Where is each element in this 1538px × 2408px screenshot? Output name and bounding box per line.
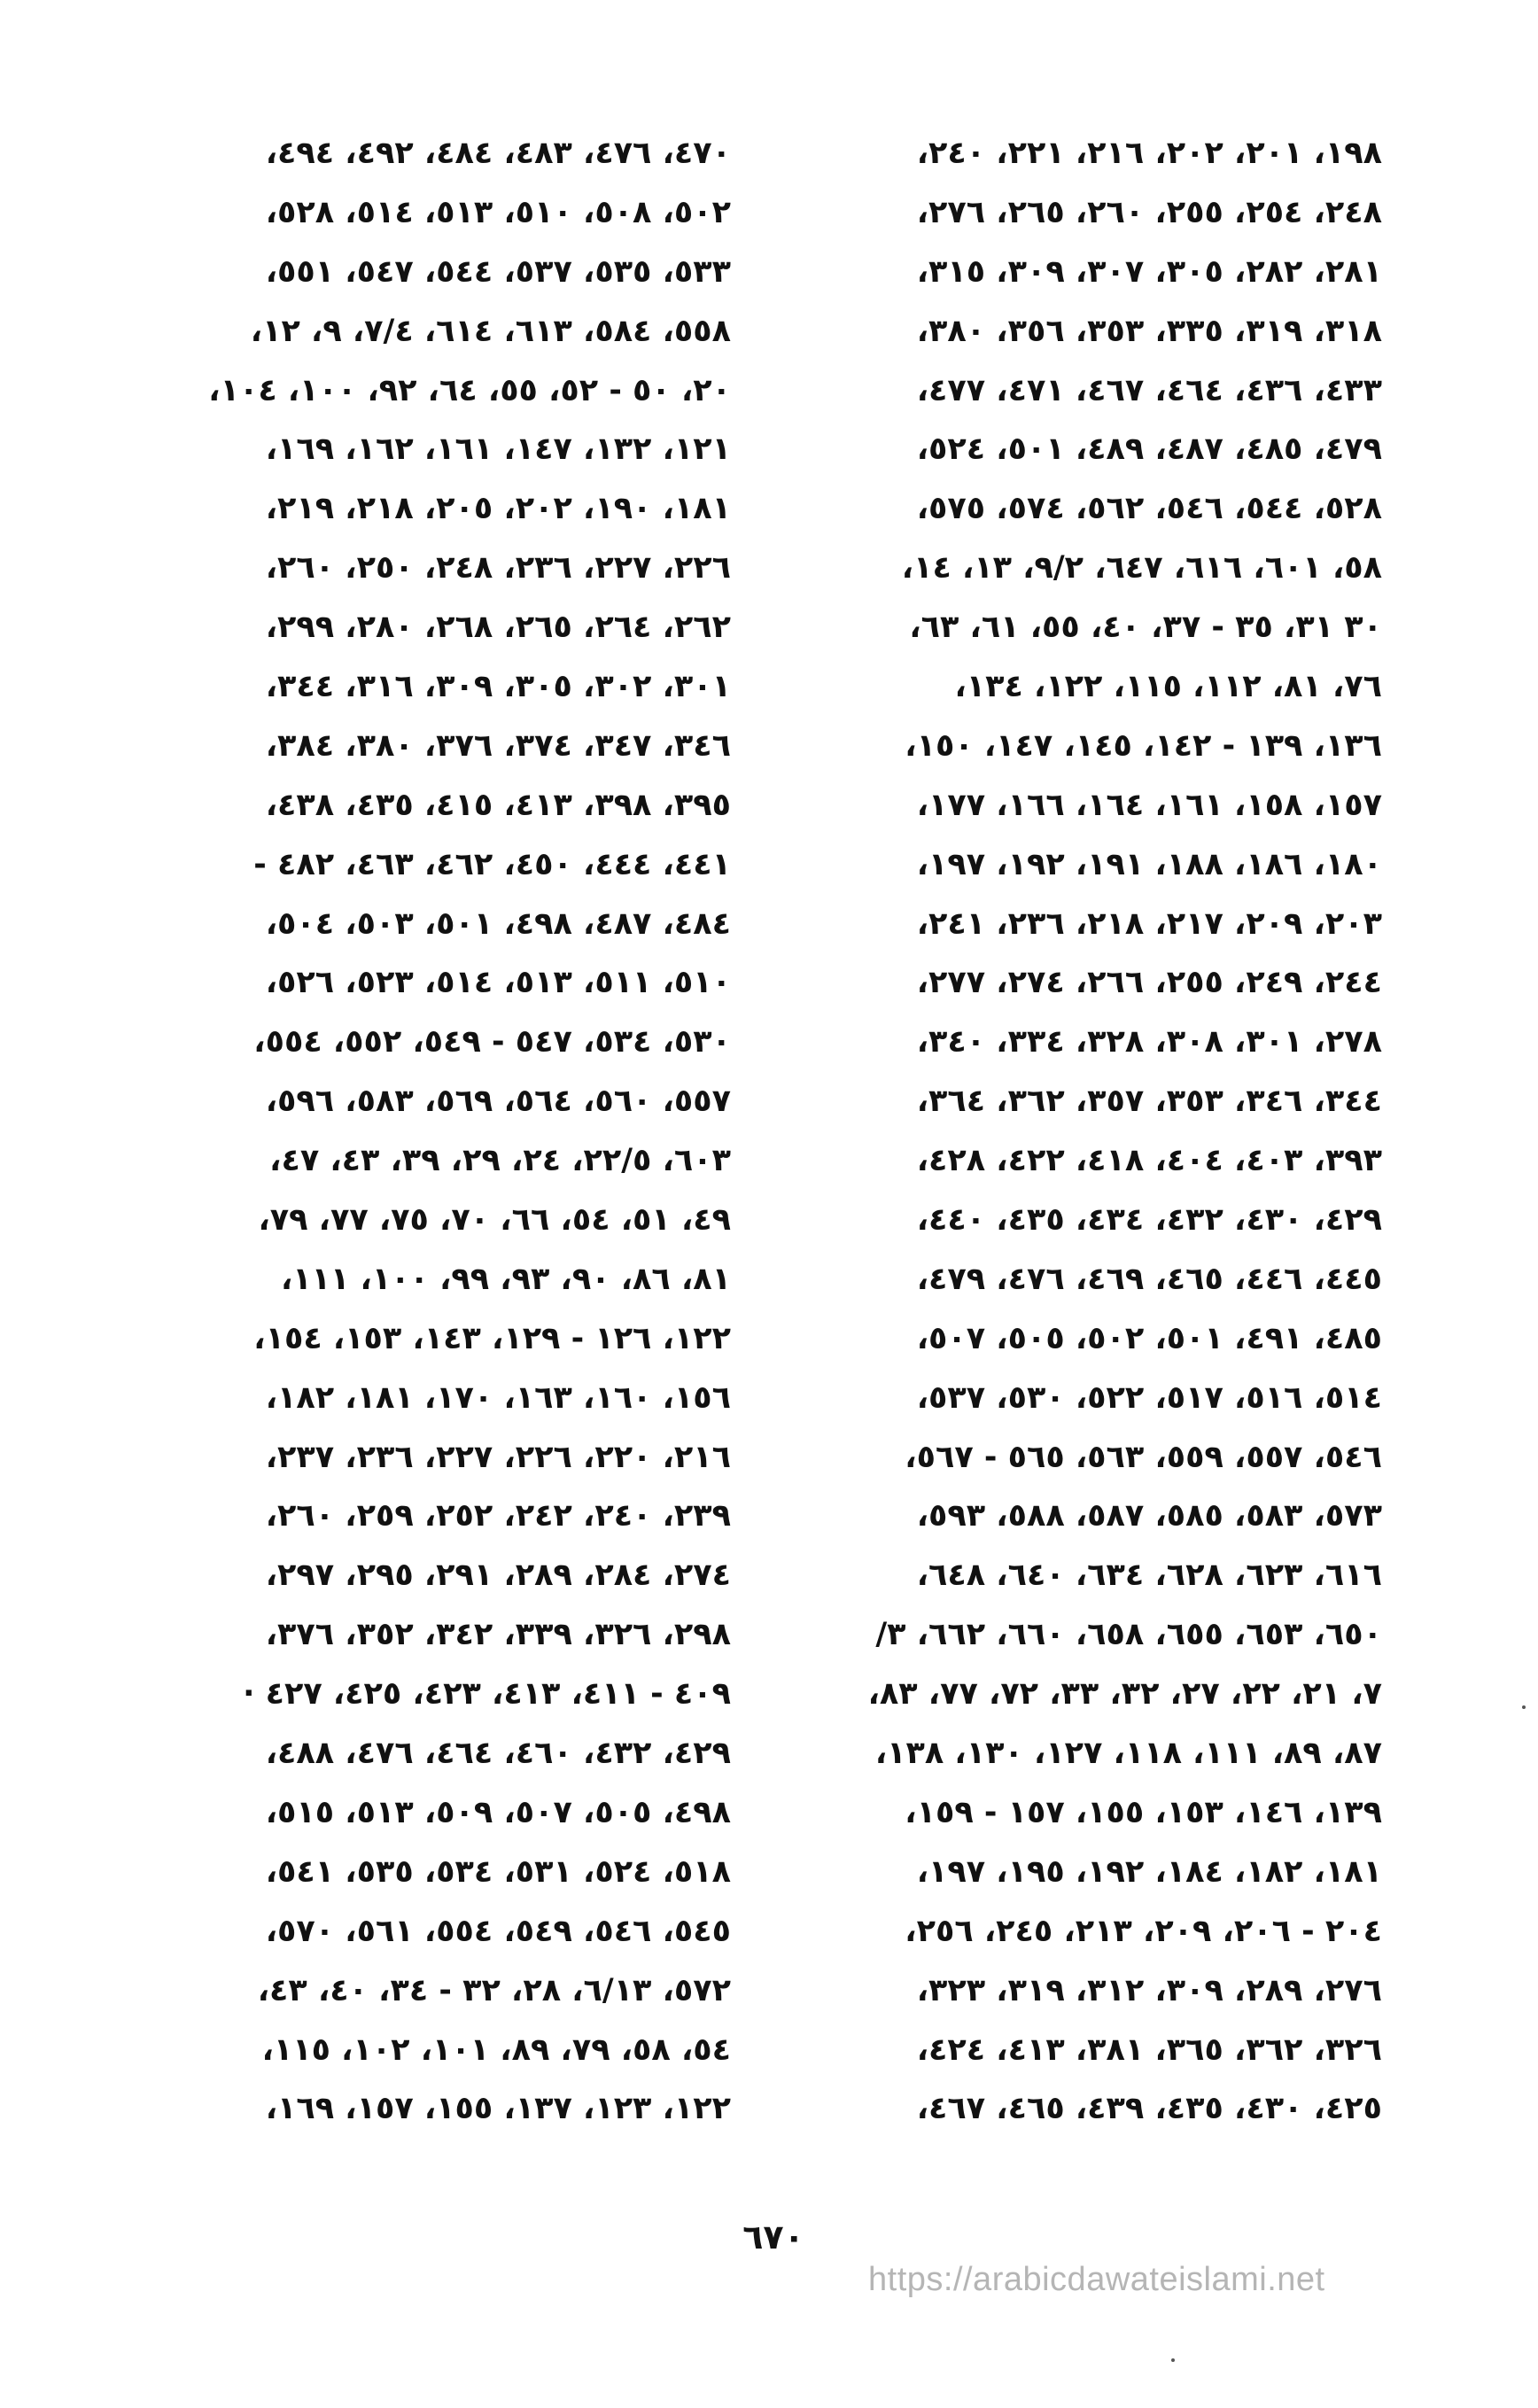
index-line: ٥١٠، ٥١١، ٥١٣، ٥١٤، ٥٢٣، ٥٢٦،	[265, 965, 731, 1001]
index-line: ٤٢٩، ٤٣٠، ٤٣٢، ٤٣٤، ٤٣٥، ٤٤٠،	[916, 1202, 1382, 1239]
index-line: ٤٤١، ٤٤٤، ٤٥٠، ٤٦٢، ٤٦٣، ٤٨٢ -	[253, 846, 731, 882]
index-line: ٨١، ٨٦، ٩٠، ٩٣، ٩٩، ١٠٠، ١١١،	[280, 1261, 731, 1297]
index-line: ١٩٨، ٢٠١، ٢٠٢، ٢١٦، ٢٢١، ٢٤٠،	[916, 136, 1382, 171]
index-line: ١٥٦، ١٦٠، ١٦٣، ١٧٠، ١٨١، ١٨٢،	[265, 1379, 731, 1416]
index-line: ٥٣٣، ٥٣٥، ٥٣٧، ٥٤٤، ٥٤٧، ٥٥١،	[265, 253, 731, 290]
index-line: ٢٠٤ - ٢٠٦، ٢٠٩، ٢١٣، ٢٤٥، ٢٥٦،	[905, 1913, 1382, 1949]
index-line: ٢٠، ٥٠ - ٥٢، ٥٥، ٦٤، ٩٢، ١٠٠، ١٠٤،	[208, 372, 731, 408]
index-line: ٥٠٢، ٥٠٨، ٥١٠، ٥١٣، ٥١٤، ٥٢٨،	[265, 194, 731, 230]
index-line: ١٥٧، ١٥٨، ١٦١، ١٦٤، ١٦٦، ١٧٧،	[916, 787, 1382, 823]
index-line: ٥٧٣، ٥٨٣، ٥٨٥، ٥٨٧، ٥٨٨، ٥٩٣،	[916, 1498, 1382, 1534]
index-line: ٥٥٧، ٥٦٠، ٥٦٤، ٥٦٩، ٥٨٣، ٥٩٦،	[265, 1084, 731, 1120]
index-line: ٤٤٥، ٤٤٦، ٤٦٥، ٤٦٩، ٤٧٦، ٤٧٩،	[916, 1261, 1382, 1297]
index-column-right	[815, 124, 1382, 2139]
index-line: ٤٨٥، ٤٩١، ٥٠١، ٥٠٢، ٥٠٥، ٥٠٧،	[916, 1320, 1382, 1356]
index-line: ٣٠ ٣١، ٣٥ - ٣٧، ٤٠، ٥٥، ٦١، ٦٣،	[909, 610, 1382, 646]
index-line: ١٣٦، ١٣٩ - ١٤٢، ١٤٥، ١٤٧، ١٥٠،	[905, 727, 1382, 764]
index-line: ٥٤٦، ٥٥٧، ٥٥٩، ٥٦٣، ٥٦٥ - ٥٦٧،	[905, 1439, 1382, 1475]
index-line: ١٨١، ١٩٠، ٢٠٢، ٢٠٥، ٢١٨، ٢١٩،	[265, 491, 731, 527]
index-line: ٢٩٨، ٣٢٦، ٣٣٩، ٣٤٢، ٣٥٢، ٣٧٦،	[265, 1617, 731, 1653]
index-line: ١٨٠، ١٨٦، ١٨٨، ١٩١، ١٩٢، ١٩٧،	[916, 846, 1382, 882]
index-line: ٣٠١، ٣٠٢، ٣٠٥، ٣٠٩، ٣١٦، ٣٤٤،	[265, 669, 731, 705]
index-line: ٢٧٨، ٣٠١، ٣٠٨، ٣٢٨، ٣٣٤، ٣٤٠،	[916, 1024, 1382, 1060]
index-column-left	[155, 124, 731, 2139]
index-line: ٤٧٩، ٤٨٥، ٤٨٧، ٤٨٩، ٥٠١، ٥٢٤،	[916, 431, 1382, 468]
index-line: ٤٩٨، ٥٠٥، ٥٠٧، ٥٠٩، ٥١٣، ٥١٥،	[265, 1794, 731, 1830]
index-line: ٣٢٦، ٣٦٢، ٣٦٥، ٣٨١، ٤١٣، ٤٢٤،	[916, 2031, 1382, 2068]
index-line: ٤٢٩، ٤٣٢، ٤٦٠، ٤٦٤، ٤٧٦، ٤٨٨،	[265, 1736, 731, 1772]
page-number: ٦٧٠	[742, 2218, 804, 2257]
index-line: ٤٣٣، ٤٣٦، ٤٦٤، ٤٦٧، ٤٧١، ٤٧٧،	[916, 372, 1382, 408]
index-line: ٦١٦، ٦٢٣، ٦٢٨، ٦٣٤، ٦٤٠، ٦٤٨،	[916, 1557, 1382, 1594]
index-line: ٥٥٨، ٥٨٤، ٦١٣، ٦١٤، ٧/٤، ٩، ١٢،	[250, 313, 731, 349]
index-line: ٦٥٠، ٦٥٣، ٦٥٥، ٦٥٨، ٦٦٠، ٦٦٢، ٣/	[875, 1617, 1382, 1653]
index-line: ٤٧٠، ٤٧٦، ٤٨٣، ٤٨٤، ٤٩٢، ٤٩٤،	[265, 136, 731, 171]
watermark-link[interactable]: https://arabicdawateislami.net	[868, 2261, 1325, 2298]
scan-speck	[1171, 2358, 1175, 2362]
index-line: ٢٢٦، ٢٢٧، ٢٣٦، ٢٤٨، ٢٥٠، ٢٦٠،	[265, 550, 731, 586]
index-line: ٢٨١، ٢٨٢، ٣٠٥، ٣٠٧، ٣٠٩، ٣١٥،	[916, 253, 1382, 290]
index-line: ٥٨، ٦٠١، ٦١٦، ٦٤٧، ٩/٢، ١٣، ١٤،	[901, 550, 1382, 586]
index-line: ٥٤٥، ٥٤٦، ٥٤٩، ٥٥٤، ٥٦١، ٥٧٠،	[265, 1913, 731, 1949]
index-line: ٦٠٣، ٢٢/٥، ٢٤، ٢٩، ٣٩، ٤٣، ٤٧،	[269, 1143, 731, 1179]
index-line: ٥١٨، ٥٢٤، ٥٣١، ٥٣٤، ٥٣٥، ٥٤١،	[265, 1853, 731, 1890]
index-line: ١٢١، ١٣٢، ١٤٧، ١٦١، ١٦٢، ١٦٩،	[265, 431, 731, 468]
scan-speck	[1522, 1705, 1526, 1709]
index-line: ٨٧، ٨٩، ١١١، ١١٨، ١٢٧، ١٣٠، ١٣٨،	[874, 1736, 1382, 1772]
index-line: ٥٤، ٥٨، ٧٩، ٨٩، ١٠١، ١٠٢، ١١٥،	[261, 2031, 731, 2068]
index-line: ٤٩، ٥١، ٥٤، ٦٦، ٧٠، ٧٥، ٧٧، ٧٩،	[258, 1202, 731, 1239]
index-line: ٣٤٦، ٣٤٧، ٣٧٤، ٣٧٦، ٣٨٠، ٣٨٤،	[265, 727, 731, 764]
index-line: ٥٢٨، ٥٤٤، ٥٤٦، ٥٦٢، ٥٧٤، ٥٧٥،	[916, 491, 1382, 527]
index-line: ٣٩٥، ٣٩٨، ٤١٣، ٤١٥، ٤٣٥، ٤٣٨،	[265, 787, 731, 823]
index-line: ٢٠٣، ٢٠٩، ٢١٧، ٢١٨، ٢٣٦، ٢٤١،	[916, 905, 1382, 942]
index-line: ١٣٩، ١٤٦، ١٥٣، ١٥٥، ١٥٧ - ١٥٩،	[905, 1794, 1382, 1830]
index-line: ٤٠٩ - ٤١١، ٤١٣، ٤٢٣، ٤٢٥، ٤٢٧ ·	[243, 1676, 731, 1713]
index-line: ٢٧٤، ٢٨٤، ٢٨٩، ٢٩١، ٢٩٥، ٢٩٧،	[265, 1557, 731, 1594]
index-line: ٥٧٢، ٦/١٣، ٢٨، ٣٢ - ٣٤، ٤٠، ٤٣،	[257, 1972, 731, 2008]
index-line: ٤٢٥، ٤٣٠، ٤٣٥، ٤٣٩، ٤٦٥، ٤٦٧،	[916, 2091, 1382, 2127]
index-line: ٣٩٣، ٤٠٣، ٤٠٤، ٤١٨، ٤٢٢، ٤٢٨،	[916, 1143, 1382, 1179]
index-line: ٧، ٢١، ٢٢، ٢٧، ٣٢، ٣٣، ٧٢، ٧٧، ٨٣،	[867, 1676, 1382, 1713]
index-line: ٥٣٠، ٥٣٤، ٥٤٧ - ٥٤٩، ٥٥٢، ٥٥٤،	[253, 1024, 731, 1060]
index-line: ٥١٤، ٥١٦، ٥١٧، ٥٢٢، ٥٣٠، ٥٣٧،	[916, 1379, 1382, 1416]
index-line: ١٢٢، ١٢٦ - ١٢٩، ١٤٣، ١٥٣، ١٥٤،	[253, 1320, 731, 1356]
index-line: ٢٧٦، ٢٨٩، ٣٠٩، ٣١٢، ٣١٩، ٣٢٣،	[916, 1972, 1382, 2008]
index-line: ٢٤٨، ٢٥٤، ٢٥٥، ٢٦٠، ٢٦٥، ٢٧٦،	[916, 194, 1382, 230]
index-line: ١٨١، ١٨٢، ١٨٤، ١٩٢، ١٩٥، ١٩٧،	[916, 1853, 1382, 1890]
index-line: ٣٤٤، ٣٤٦، ٣٥٣، ٣٥٧، ٣٦٢، ٣٦٤،	[916, 1084, 1382, 1120]
index-line: ٣١٨، ٣١٩، ٣٣٥، ٣٥٣، ٣٥٦، ٣٨٠،	[916, 313, 1382, 349]
index-line: ٢١٦، ٢٢٠، ٢٢٦، ٢٢٧، ٢٣٦، ٢٣٧،	[265, 1439, 731, 1475]
index-line: ٢٣٩، ٢٤٠، ٢٤٢، ٢٥٢، ٢٥٩، ٢٦٠،	[265, 1498, 731, 1534]
index-line: ٤٨٤، ٤٨٧، ٤٩٨، ٥٠١، ٥٠٣، ٥٠٤،	[265, 905, 731, 942]
index-line: ٢٦٢، ٢٦٤، ٢٦٥، ٢٦٨، ٢٨٠، ٢٩٩،	[265, 610, 731, 646]
index-line: ٢٤٤، ٢٤٩، ٢٥٥، ٢٦٦، ٢٧٤، ٢٧٧،	[916, 965, 1382, 1001]
index-line: ١٢٢، ١٢٣، ١٣٧، ١٥٥، ١٥٧، ١٦٩،	[265, 2091, 731, 2127]
index-line: ٧٦، ٨١، ١١٢، ١١٥، ١٢٢، ١٣٤،	[954, 669, 1382, 705]
